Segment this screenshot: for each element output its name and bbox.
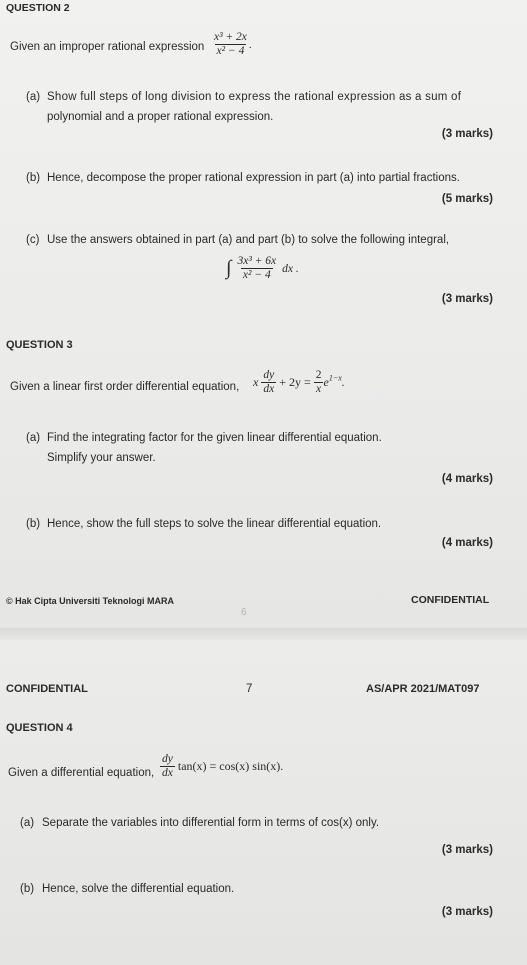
q3-two: 2 [315, 369, 322, 381]
integral-sign: ∫ [226, 257, 232, 279]
confidential-footer: CONFIDENTIAL [411, 594, 490, 606]
q2-fraction-numerator: x³ + 2x [214, 31, 247, 43]
q2c-integral-dx: dx . [282, 263, 299, 276]
q2c-label: (c) [26, 234, 40, 246]
q2c-integrand-denominator: x² − 4 [242, 269, 271, 281]
q3-dy-dx-fraction [261, 369, 276, 396]
q3b-label: (b) [26, 518, 41, 530]
q3a-label: (a) [26, 432, 41, 444]
exam-page-7 [0, 640, 527, 965]
q3-dy: dy [263, 369, 275, 381]
q4b-label: (b) [20, 883, 35, 895]
q2c-text: Use the answers obtained in part (a) and part (b) to solve the following integral, [47, 234, 450, 246]
q2b-text: Hence, decompose the proper rational expression in part (a) into partial fractions. [47, 172, 460, 184]
q3-dx: dx [263, 383, 275, 395]
q2b-label: (b) [26, 172, 41, 184]
q2a-label: (a) [26, 91, 41, 103]
q4-eq-rest: tan(x) = cos(x) sin(x). [177, 759, 284, 773]
q2a-text-line1: Show full steps of long division to express the rational expression as a sum of [47, 91, 462, 103]
q3-eq-period: . [341, 375, 345, 389]
q2-intro-text: Given an improper rational expression [10, 41, 205, 53]
q3a-marks: (4 marks) [441, 473, 493, 485]
q4-dx: dx [162, 767, 173, 779]
copyright-footer: © Hak Cipta Universiti Teknologi MARA [6, 596, 174, 606]
question-3-heading: QUESTION 3 [6, 339, 73, 351]
q2-expression-period: . [248, 39, 252, 52]
q3b-marks: (4 marks) [441, 537, 493, 549]
q2-fraction-denominator: x² − 4 [216, 45, 245, 57]
q2-fraction [212, 31, 249, 58]
q2c-integral [226, 255, 299, 282]
q3-eq-x: x [253, 375, 259, 389]
q3-x-denominator: x [316, 383, 322, 395]
q3-eq-middle: + 2y = [279, 375, 311, 389]
q2b-marks: (5 marks) [441, 193, 493, 205]
q4a-marks: (3 marks) [441, 844, 493, 856]
q2c-integrand-numerator: 3x³ + 6x [237, 255, 277, 267]
question-2-heading: QUESTION 2 [6, 2, 70, 14]
q4-differential-equation [160, 753, 283, 780]
q3-exp-power: 1−x [328, 373, 342, 383]
q2c-marks: (3 marks) [441, 293, 493, 305]
q4-dy-dx-fraction [160, 753, 175, 780]
q2a-marks: (3 marks) [441, 128, 493, 140]
q4-intro-text: Given a differential equation, [8, 767, 155, 779]
course-code-header: AS/APR 2021/MAT097 [366, 683, 480, 695]
q4b-marks: (3 marks) [441, 906, 493, 918]
q4b-text: Hence, solve the differential equation. [42, 883, 235, 895]
q3a-text-line2: Simplify your answer. [47, 452, 156, 464]
q2a-text-line2: polynomial and a proper rational expression. [47, 111, 274, 123]
q3-intro-text: Given a linear first order differential equation, [10, 381, 240, 393]
q3a-text-line1: Find the integrating factor for the given linear differential equation. [47, 432, 382, 444]
page-break [0, 628, 527, 640]
q2c-integrand-fraction [235, 255, 278, 282]
q3-exp-e: e [323, 375, 329, 389]
page-number-7: 7 [246, 683, 253, 695]
q2-rational-expression [212, 31, 252, 58]
confidential-header: CONFIDENTIAL [6, 683, 88, 695]
q4-dy: dy [162, 753, 173, 765]
question-4-heading: QUESTION 4 [6, 722, 73, 734]
page-number-6: 6 [241, 607, 247, 618]
q3b-text: Hence, show the full steps to solve the linear differential equation. [47, 518, 382, 530]
q3-differential-equation [253, 369, 345, 396]
q4a-text: Separate the variables into differential form in terms of cos(x) only. [42, 817, 380, 829]
q4a-label: (a) [20, 817, 35, 829]
